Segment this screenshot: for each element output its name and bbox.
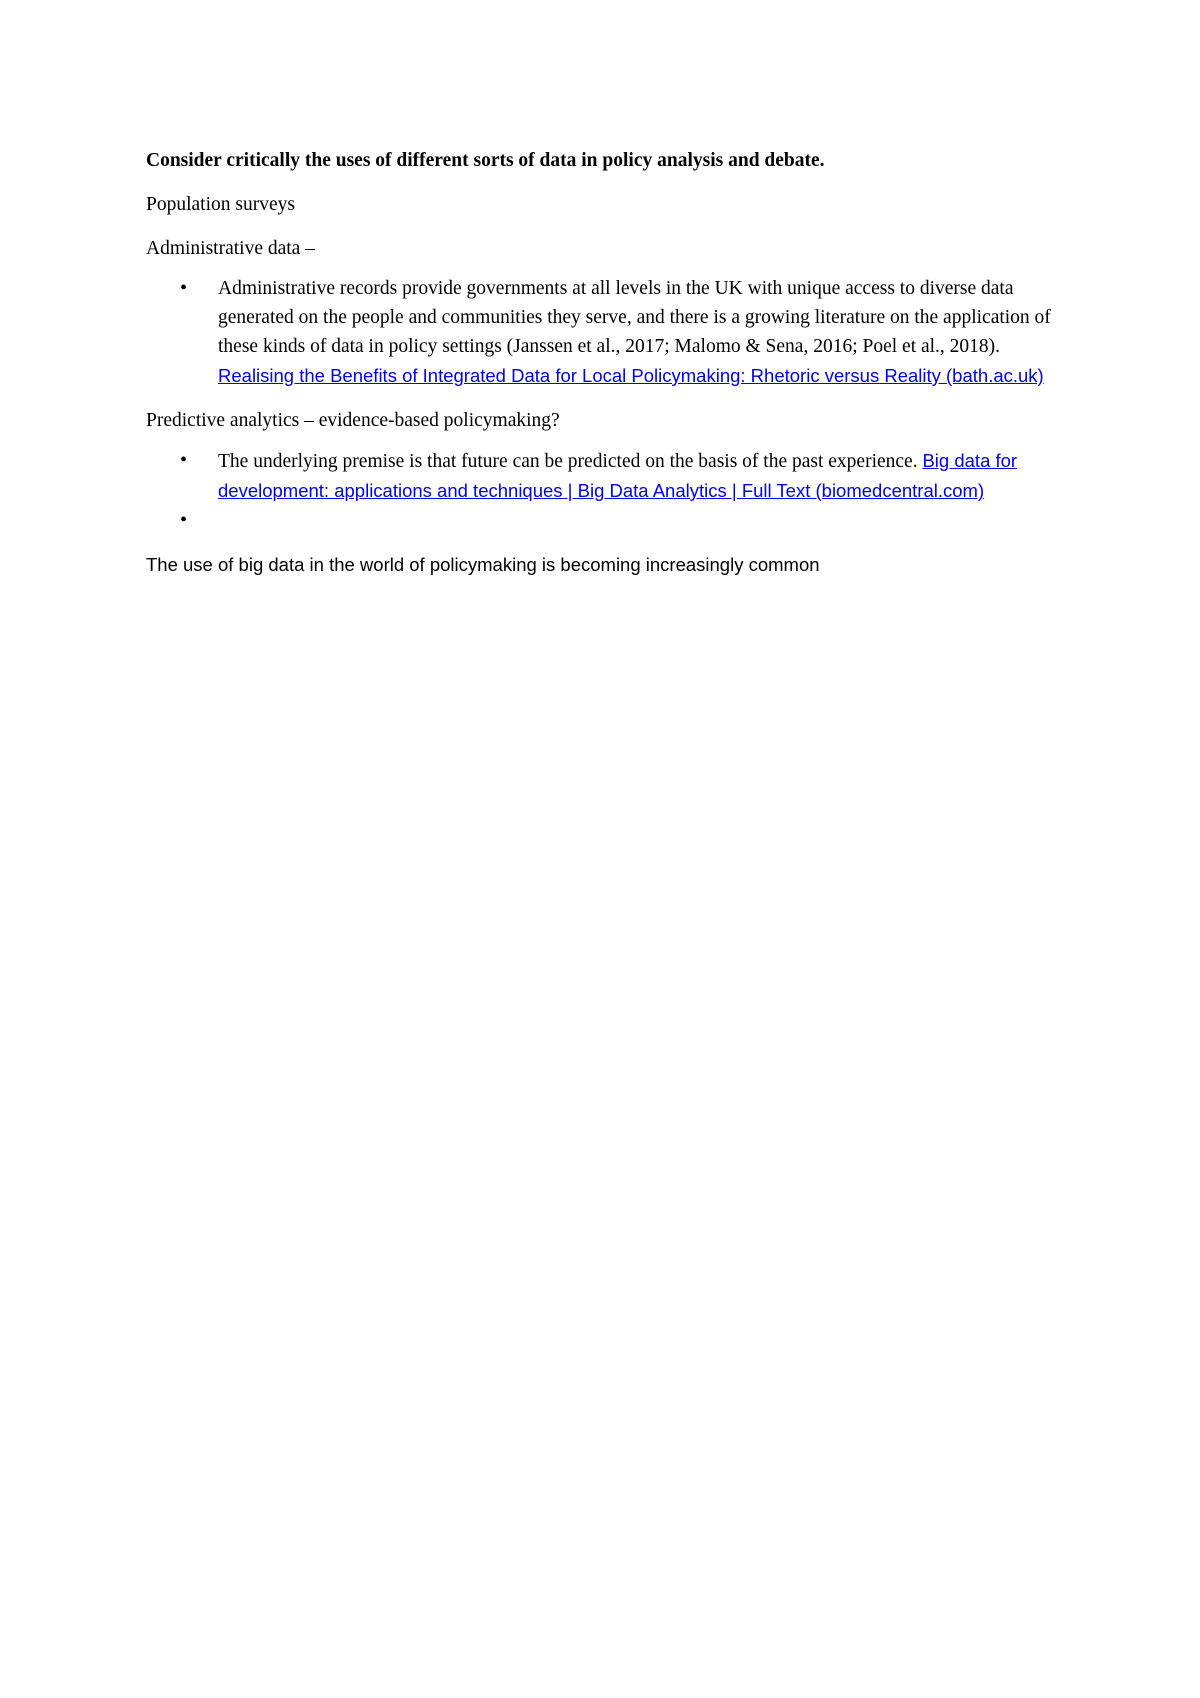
list-item xyxy=(146,274,1066,391)
biomedcentral-article-link[interactable]: Big data for development: applications and techniques | Big Data Analytics | Full Text (biomedcentral.com) xyxy=(218,450,1018,501)
closing-paragraph: The use of big data in the world of policymaking is becoming increasingly common xyxy=(146,554,820,575)
list-item-empty xyxy=(146,506,1066,535)
document-title: Consider critically the uses of different sorts of data in policy analysis and debate. xyxy=(146,150,825,171)
bullet-icon: • xyxy=(180,277,188,299)
predictive-bullet-list xyxy=(146,446,1066,535)
heading-predictive-analytics: Predictive analytics – evidence-based policymaking? xyxy=(146,410,560,431)
list-item xyxy=(146,446,1066,506)
bullet-icon: • xyxy=(180,509,188,531)
heading-population-surveys: Population surveys xyxy=(146,194,295,215)
admin-bullet-text: Administrative records provide governments at all levels in the UK with unique access to diverse data generated on the people and communities they serve, and there is a growing literature on the application of these kinds of data in policy settings (Janssen et al., 2017; Malomo & Sena, 2016; Poel et al., 2018). xyxy=(218,278,1051,357)
bullet-icon: • xyxy=(180,449,188,471)
heading-administrative-data: Administrative data – xyxy=(146,238,315,259)
admin-bullet-list xyxy=(146,274,1066,391)
bath-article-link[interactable]: Realising the Benefits of Integrated Data for Local Policymaking: Rhetoric versus Reality (bath.ac.uk) xyxy=(218,365,1044,386)
predictive-bullet-text: The underlying premise is that future can be predicted on the basis of the past experience. xyxy=(218,451,923,472)
document-body xyxy=(146,146,1066,579)
